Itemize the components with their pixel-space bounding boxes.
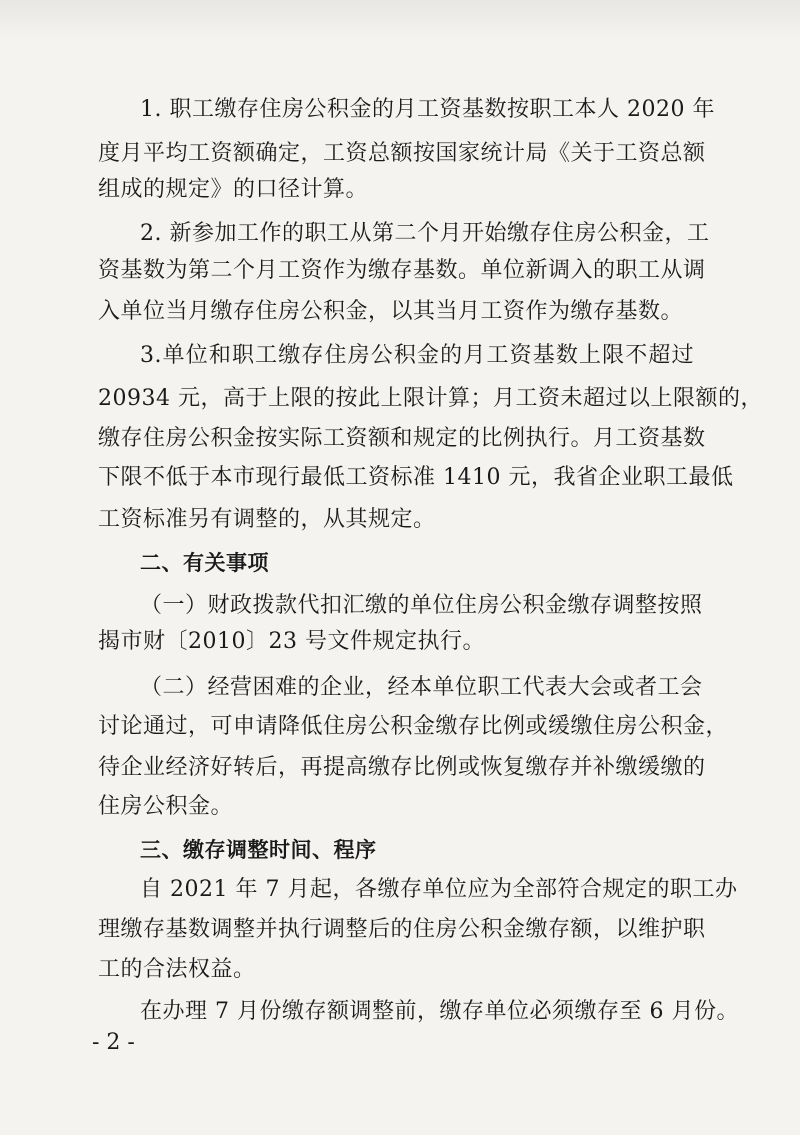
page-number: - 2 - (92, 1030, 135, 1055)
schedule-line-2: 理缴存基数调整并执行调整后的住房公积金缴存额，以维护职 (98, 917, 706, 942)
item-1-line-1: （一）财政拨款代扣汇缴的单位住房公积金缴存调整按照 (140, 593, 703, 618)
paragraph-2-line-2: 资基数为第二个月工资作为缴存基数。单位新调入的职工从调 (98, 258, 706, 283)
paragraph-1-line-1: 1. 职工缴存住房公积金的月工资基数按职工本人 2020 年 (140, 97, 715, 122)
paragraph-1-line-2: 度月平均工资额确定，工资总额按国家统计局《关于工资总额 (98, 141, 706, 166)
paragraph-1-line-3: 组成的规定》的口径计算。 (98, 177, 369, 202)
section-heading-2: 二、有关事项 (140, 551, 269, 575)
item-2-line-4: 住房公积金。 (98, 794, 234, 819)
paragraph-3-line-4: 下限不低于本市现行最低工资标准 1410 元，我省企业职工最低 (98, 465, 734, 490)
paragraph-3-line-1: 3.单位和职工缴存住房公积金的月工资基数上限不超过 (140, 343, 694, 368)
paragraph-3-line-3: 缴存住房公积金按实际工资额和规定的比例执行。月工资基数 (98, 426, 706, 451)
item-2-line-2: 讨论通过，可申请降低住房公积金缴存比例或缓缴住房公积金， (98, 714, 729, 739)
schedule-line-3: 工的合法权益。 (98, 957, 256, 982)
paragraph-3-line-5: 工资标准另有调整的，从其规定。 (98, 507, 436, 532)
schedule-line-1: 自 2021 年 7 月起，各缴存单位应为全部符合规定的职工办 (140, 877, 738, 902)
paragraph-3-line-2: 20934 元，高于上限的按此上限计算；月工资未超过以上限额的， (98, 386, 763, 411)
paragraph-2-line-3: 入单位当月缴存住房公积金，以其当月工资作为缴存基数。 (98, 299, 684, 324)
procedure-line-1: 在办理 7 月份缴存额调整前，缴存单位必须缴存至 6 月份。 (140, 999, 739, 1024)
scan-shadow (0, 0, 800, 40)
paragraph-2-line-1: 2. 新参加工作的职工从第二个月开始缴存住房公积金，工 (140, 221, 710, 246)
item-2-line-1: （二）经营困难的企业，经本单位职工代表大会或者工会 (140, 675, 703, 700)
item-2-line-3: 待企业经济好转后，再提高缴存比例或恢复缴存并补缴缓缴的 (98, 755, 706, 780)
section-heading-3: 三、缴存调整时间、程序 (140, 838, 377, 862)
item-1-line-2: 揭市财〔2010〕23 号文件规定执行。 (98, 629, 485, 654)
